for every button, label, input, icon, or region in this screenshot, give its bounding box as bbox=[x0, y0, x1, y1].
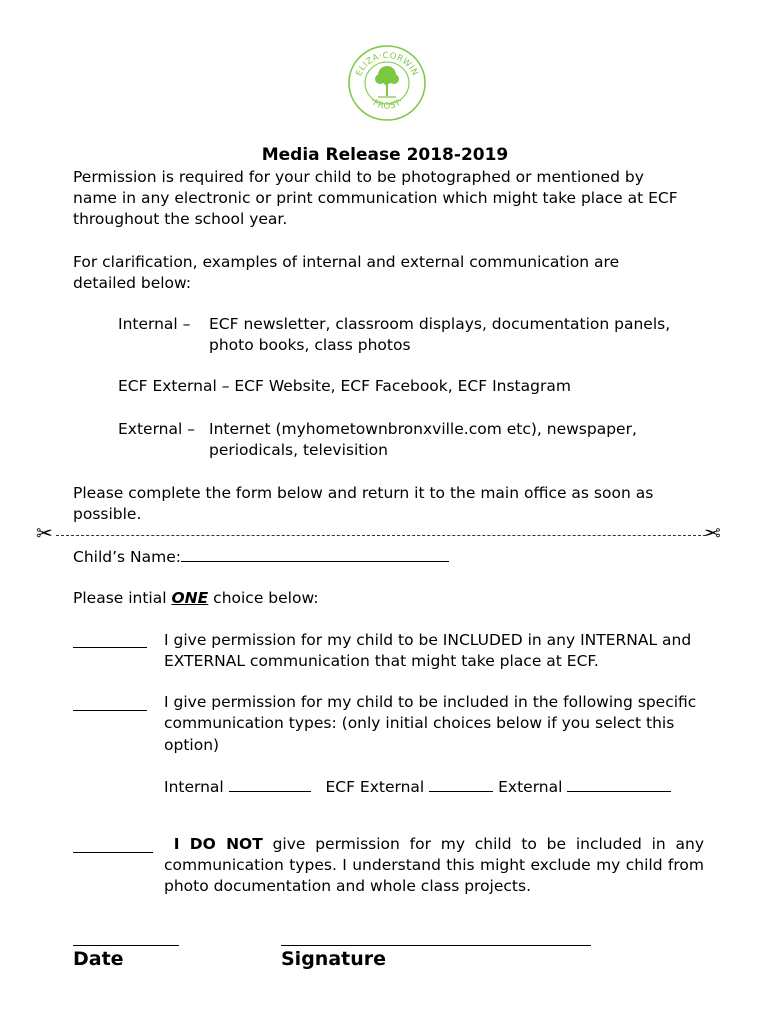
external-line-2: periodicals, televisition bbox=[209, 441, 388, 459]
initial-instruction bbox=[73, 588, 319, 609]
external-label: External – bbox=[118, 420, 195, 438]
internal-line-1: ECF newsletter, classroom displays, documentation panels, bbox=[209, 315, 671, 333]
option-internal-label: Internal bbox=[164, 778, 224, 796]
initial-suffix: choice below: bbox=[213, 589, 319, 607]
choice-2-line-1: I give permission for my child to be included in the following specific bbox=[164, 693, 697, 711]
initial-emphasis: ONE bbox=[171, 589, 209, 607]
option-internal-field[interactable] bbox=[229, 776, 311, 792]
choice-3-text bbox=[164, 834, 704, 897]
signature-field[interactable] bbox=[281, 930, 591, 946]
internal-line-2: photo books, class photos bbox=[209, 336, 411, 354]
cut-line bbox=[56, 535, 706, 536]
option-ecf-external-label: ECF External bbox=[325, 778, 425, 796]
child-name-row bbox=[73, 546, 449, 568]
choice-3-initial-field[interactable] bbox=[73, 837, 153, 853]
logo-text-top: ELIZA·CORWIN bbox=[354, 50, 420, 78]
initial-prefix: Please intial bbox=[73, 589, 167, 607]
page-title: Media Release 2018-2019 bbox=[261, 145, 509, 165]
date-field[interactable] bbox=[73, 930, 179, 946]
option-external-label: External bbox=[498, 778, 563, 796]
ecf-external-text: ECF External – ECF Website, ECF Facebook, ECF Instagram bbox=[118, 377, 571, 395]
choice-3-bold: I DO NOT bbox=[173, 835, 263, 853]
school-logo bbox=[346, 44, 428, 122]
internal-label: Internal – bbox=[118, 315, 191, 333]
child-name-label: Child’s Name: bbox=[73, 548, 181, 566]
choice-2-options-row bbox=[164, 776, 671, 798]
choice-1-line-2: EXTERNAL communication that might take place at ECF. bbox=[164, 652, 599, 670]
tree-seal-icon bbox=[375, 66, 399, 97]
clarification-line-1: For clarification, examples of internal and external communication are bbox=[73, 253, 620, 271]
choice-3-body: give permission for my child to be included in any communication types. I understand this might exclude my child from photo documentation and whole class projects. bbox=[164, 835, 704, 895]
return-note-line-2: possible. bbox=[73, 505, 142, 523]
logo-text-bottom: ·FROST· bbox=[368, 96, 406, 112]
external-line-1: Internet (myhometownbronxville.com etc), newspaper, bbox=[209, 420, 637, 438]
intro-line-1: Permission is required for your child to be photographed or mentioned by bbox=[73, 168, 644, 186]
choice-2-line-2: communication types: (only initial choices below if you select this bbox=[164, 714, 675, 732]
choice-1-initial-field[interactable] bbox=[73, 632, 147, 648]
option-ecf-external-field[interactable] bbox=[429, 776, 493, 792]
date-label: Date bbox=[73, 948, 124, 970]
scissors-icon: ✂ bbox=[36, 521, 53, 545]
choice-1-line-1: I give permission for my child to be INCLUDED in any INTERNAL and bbox=[164, 631, 692, 649]
signature-label: Signature bbox=[281, 948, 387, 970]
intro-line-2: name in any electronic or print communication which might take place at ECF bbox=[73, 189, 678, 207]
option-external-field[interactable] bbox=[567, 776, 671, 792]
scissors-icon: ✂ bbox=[704, 521, 721, 545]
choice-2-initial-field[interactable] bbox=[73, 695, 147, 711]
child-name-field[interactable] bbox=[181, 546, 449, 562]
choice-2-line-3: option) bbox=[164, 736, 220, 754]
return-note-line-1: Please complete the form below and return it to the main office as soon as bbox=[73, 484, 654, 502]
clarification-line-2: detailed below: bbox=[73, 274, 192, 292]
intro-line-3: throughout the school year. bbox=[73, 210, 288, 228]
